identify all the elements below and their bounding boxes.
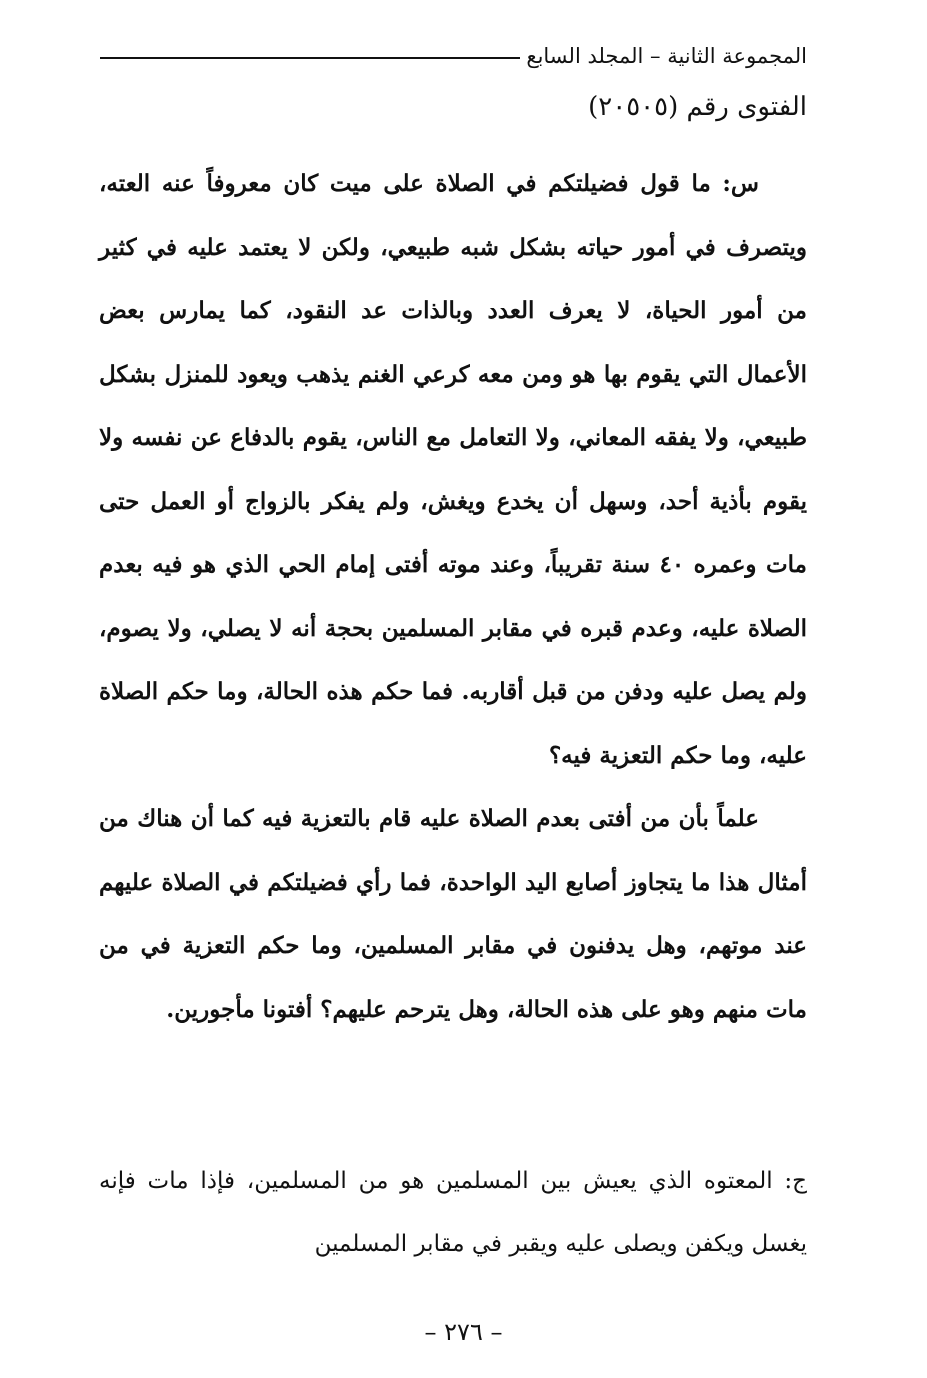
running-title: المجموعة الثانية – المجلد السابع: [526, 44, 807, 68]
answer-section: [99, 1150, 807, 1276]
header-rule: [100, 57, 520, 59]
fatwa-number: الفتوى رقم (٢٠٥٠٥): [588, 92, 807, 122]
question-paragraph: س: ما قول فضيلتكم في الصلاة على ميت كان معروفاً عنه العته، ويتصرف في أمور حياته بشكل شبه طبيعي، ولكن لا يعتمد عليه في كثير من أمور الحياة، لا يعرف العدد وبالذات عد النقود، كما يمارس بعض الأعمال التي يقوم بها هو ومن معه كرعي الغنم يذهب ويعود للمنزل بشكل طبيعي، ولا يفقه المعاني، ولا التعامل مع الناس، يقوم بالدفاع عن نفسه ولا يقوم بأذية أحد، وسهل أن يخدع ويغش، ولم يفكر بالزواج أو العمل حتى مات وعمره ٤٠ سنة تقريباً، وعند موته أفتى إمام الحي الذي هو فيه بعدم الصلاة عليه، وعدم قبره في مقابر المسلمين بحجة أنه لا يصلي، ولا يصوم، ولم يصل عليه ودفن من قبل أقاربه. فما حكم هذه الحالة، وما حكم الصلاة عليه، وما حكم التعزية فيه؟: [99, 170, 807, 769]
running-header: [100, 36, 807, 76]
answer-paragraph: ج: المعتوه الذي يعيش بين المسلمين هو من المسلمين، فإذا مات فإنه يغسل ويكفن ويصلى عليه ويقبر في مقابر المسلمين: [99, 1168, 807, 1257]
page-number: – ٢٧٦ –: [424, 1318, 503, 1346]
question-paragraph: علماً بأن من أفتى بعدم الصلاة عليه قام بالتعزية فيه كما أن هناك من أمثال هذا ما يتجاوز أصابع اليد الواحدة، فما رأي فضيلتكم في الصلاة عليهم عند موتهم، وهل يدفنون في مقابر المسلمين، وما حكم التعزية في من مات منهم وهو على هذه الحالة، وهل يترحم عليهم؟ أفتونا مأجورين.: [99, 805, 807, 1023]
question-section: [99, 152, 807, 1041]
